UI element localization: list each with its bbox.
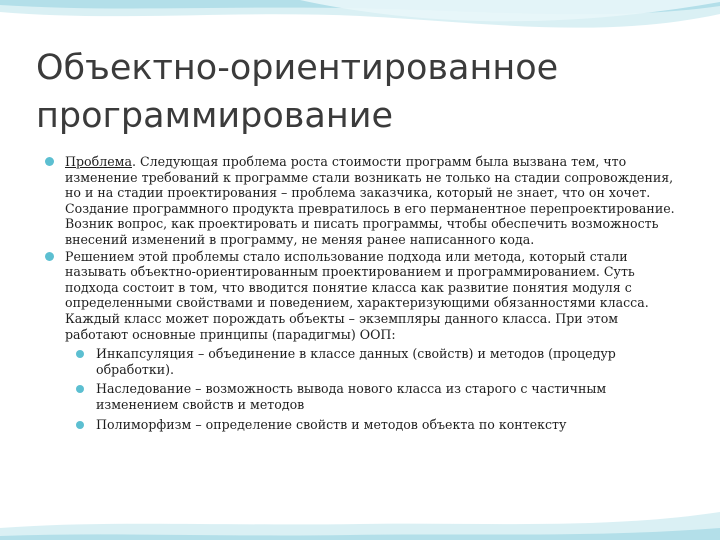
sub-bullet-text: Полиморфизм – определение свойств и методов объекта по контексту — [96, 416, 567, 432]
slide-title: Объектно-ориентированное программирование — [36, 48, 559, 136]
bullet-text: Решением этой проблемы стало использование подхода или метода, который стали называть объектно-ориентированным проектированием и программированием. Суть подхода состоит в том, что вводится понятие класса как развитие понятия модуля с определенными свойствами и поведением, характеризующими обязанностями класса. Каждый класс может порождать объекты – экземпляры данного класса. При этом работают основные принципы (парадигмы) ООП: — [65, 248, 649, 342]
sub-bullet-dot-icon — [76, 421, 84, 429]
sub-bullet-text: Наследование – возможность вывода нового класса из старого с частичным изменением свойств и методов — [96, 381, 607, 412]
bullet-dot-icon — [45, 252, 54, 261]
bullet-item-problem — [44, 154, 680, 248]
bullet-text: . Следующая проблема роста стоимости программ была вызвана тем, что изменение требований к программе стали возникать не только на стадии сопровождения, но и на стадии проектирования – проблема заказчика, который не знает, что он хочет. Создание программного продукта превратилось в его перманентное перепроектирование. Возник вопрос, как проектировать и писать программы, чтобы обеспечить возможность внесений изменений в программу, не меняя ранее написанного кода. — [65, 154, 675, 247]
slide-body — [44, 154, 680, 432]
sub-bullet-encapsulation — [44, 346, 680, 377]
sub-bullet-inheritance — [44, 381, 680, 412]
sub-bullet-text: Инкапсуляция – объединение в классе данных (свойств) и методов (процедур обработки). — [96, 346, 616, 377]
sub-bullet-polymorphism — [44, 417, 680, 433]
sub-bullet-dot-icon — [76, 385, 84, 393]
bullet-item-solution — [44, 249, 680, 343]
sub-bullet-dot-icon — [76, 350, 84, 358]
bullet-lead-term: Проблема — [65, 154, 132, 169]
bullet-dot-icon — [45, 157, 54, 166]
